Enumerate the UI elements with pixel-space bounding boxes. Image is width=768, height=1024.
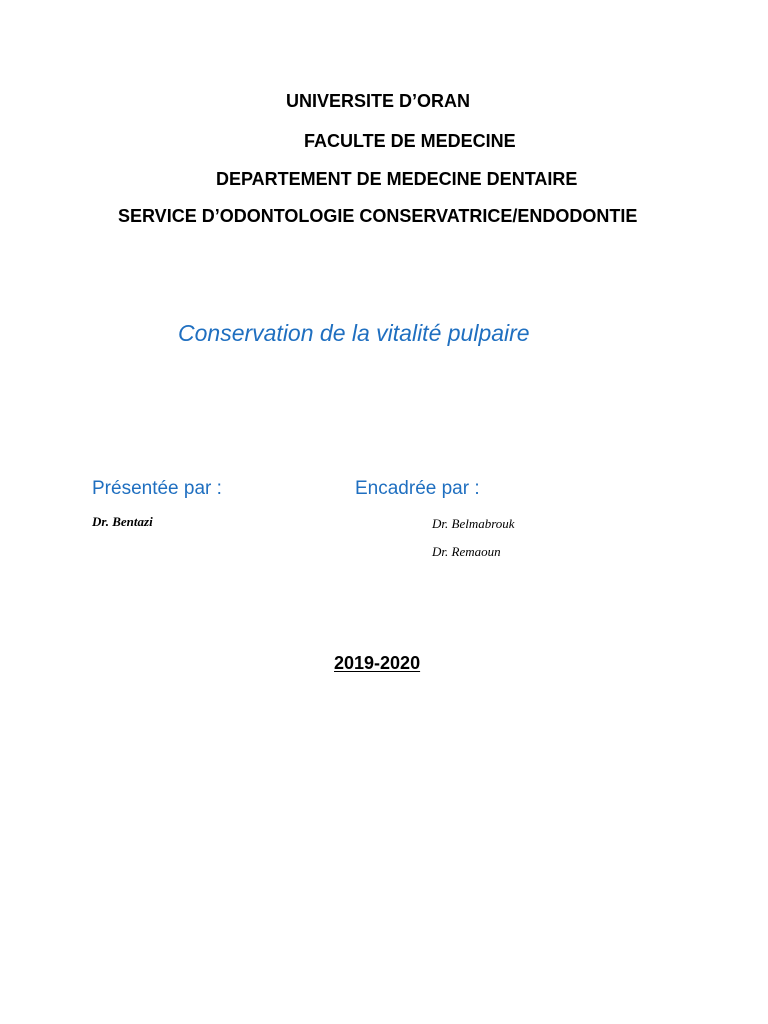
supervisor-name: Dr. Remaoun [432,544,501,559]
presenter-name: Dr. Bentazi [92,514,153,529]
document-title: Conservation de la vitalité pulpaire [178,320,530,346]
faculty-name: FACULTE DE MEDECINE [304,131,516,151]
service-name: SERVICE D’ODONTOLOGIE CONSERVATRICE/ENDODONTIE [118,206,638,226]
presented-by-label: Présentée par : [92,478,222,499]
supervisor-name: Dr. Belmabrouk [432,516,515,531]
department-name: DEPARTEMENT DE MEDECINE DENTAIRE [216,169,578,189]
academic-year: 2019-2020 [334,653,421,673]
university-name: UNIVERSITE D’ORAN [286,91,471,111]
supervised-by-label: Encadrée par : [355,478,480,499]
